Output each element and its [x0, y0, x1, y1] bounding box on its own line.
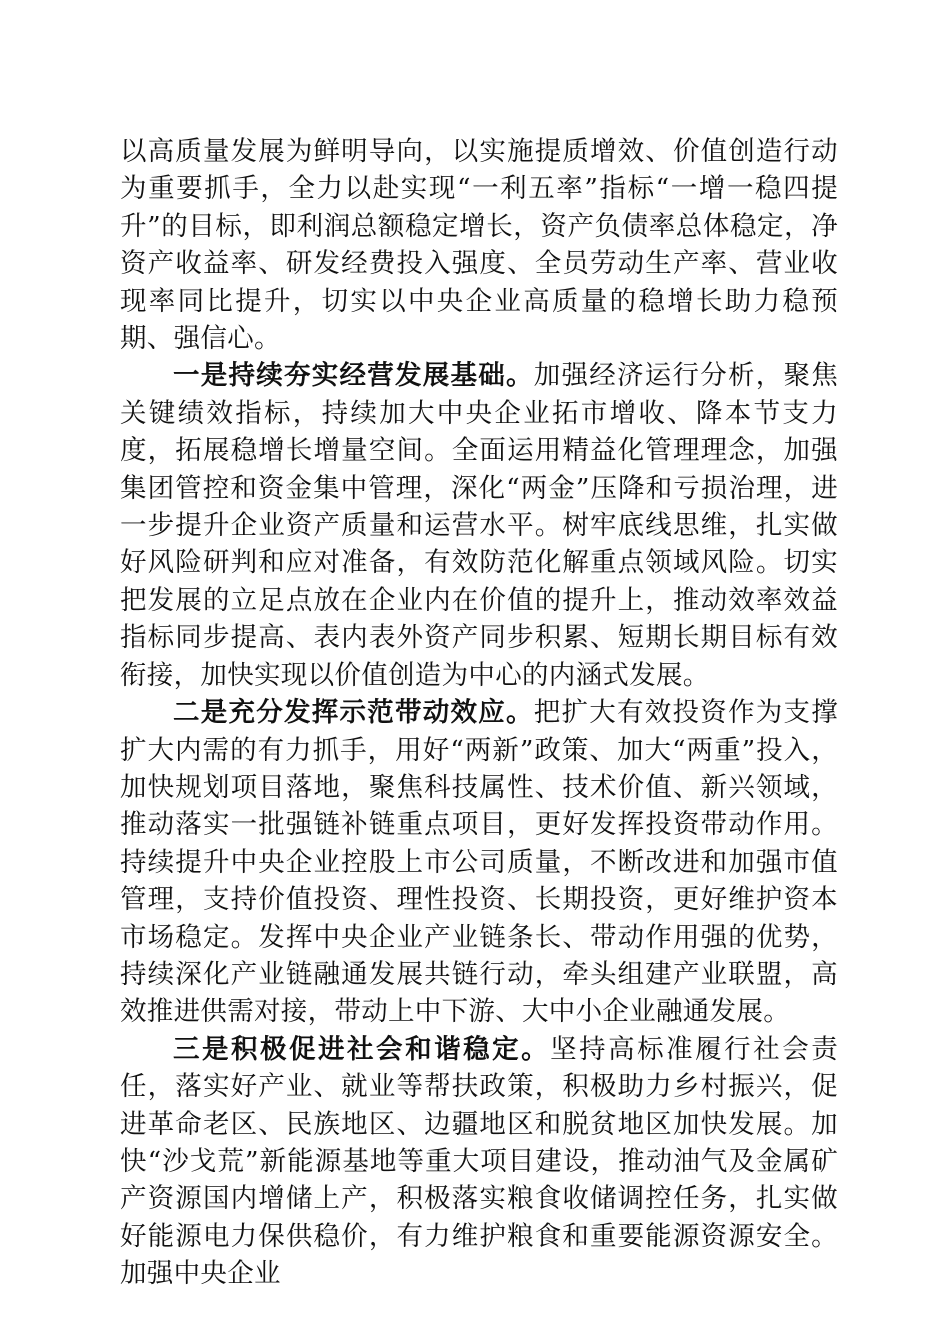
document-page: [120, 133, 838, 1293]
paragraph-text: 以高质量发展为鲜明导向，以实施提质增效、价值创造行动为重要抓手，全力以赴实现“一利五率”指标“一增一稳四提升”的目标，即利润总额稳定增长，资产负债率总体稳定，净资产收益率、研发经费投入强度、全员劳动生产率、营业收现率同比提升，切实以中央企业高质量的稳增长助力稳预期、强信心。: [120, 136, 838, 355]
paragraph-intro: [120, 133, 838, 357]
paragraph-point-two: [120, 694, 838, 1031]
paragraph-point-three: [120, 1031, 838, 1293]
paragraph-lead-heading: 二是充分发挥示范带动效应。: [173, 697, 534, 729]
paragraph-text: 加强经济运行分析，聚焦关键绩效指标，持续加大中央企业拓市增收、降本节支力度，拓展稳增长增量空间。全面运用精益化管理理念，加强集团管控和资金集中管理，深化“两金”压降和亏损治理，进一步提升企业资产质量和运营水平。树牢底线思维，扎实做好风险研判和应对准备，有效防范化解重点领域风险。切实把发展的立足点放在企业内在价值的提升上，推动效率效益指标同步提高、表内表外资产同步积累、短期长期目标有效衔接，加快实现以价值创造为中心的内涵式发展。: [120, 360, 838, 691]
paragraph-lead-heading: 三是积极促进社会和谐稳定。: [173, 1033, 551, 1065]
paragraph-lead-heading: 一是持续夯实经营发展基础。: [173, 360, 534, 392]
paragraph-text: 把扩大有效投资作为支撑扩大内需的有力抓手，用好“两新”政策、加大“两重”投入，加快规划项目落地，聚焦科技属性、技术价值、新兴领域，推动落实一批强链补链重点项目，更好发挥投资带动作用。持续提升中央企业控股上市公司质量，不断改进和加强市值管理，支持价值投资、理性投资、长期投资，更好维护资本市场稳定。发挥中央企业产业链条长、带动作用强的优势，持续深化产业链融通发展共链行动，牵头组建产业联盟，高效推进供需对接，带动上中下游、大中小企业融通发展。: [120, 697, 838, 1028]
paragraph-point-one: [120, 357, 838, 694]
paragraph-text: 坚持高标准履行社会责任，落实好产业、就业等帮扶政策，积极助力乡村振兴，促进革命老区、民族地区、边疆地区和脱贫地区加快发展。加快“沙戈荒”新能源基地等重大项目建设，推动油气及金属矿产资源国内增储上产，积极落实粮食收储调控任务，扎实做好能源电力保供稳价，有力维护粮食和重要能源资源安全。加强中央企业: [120, 1033, 839, 1290]
